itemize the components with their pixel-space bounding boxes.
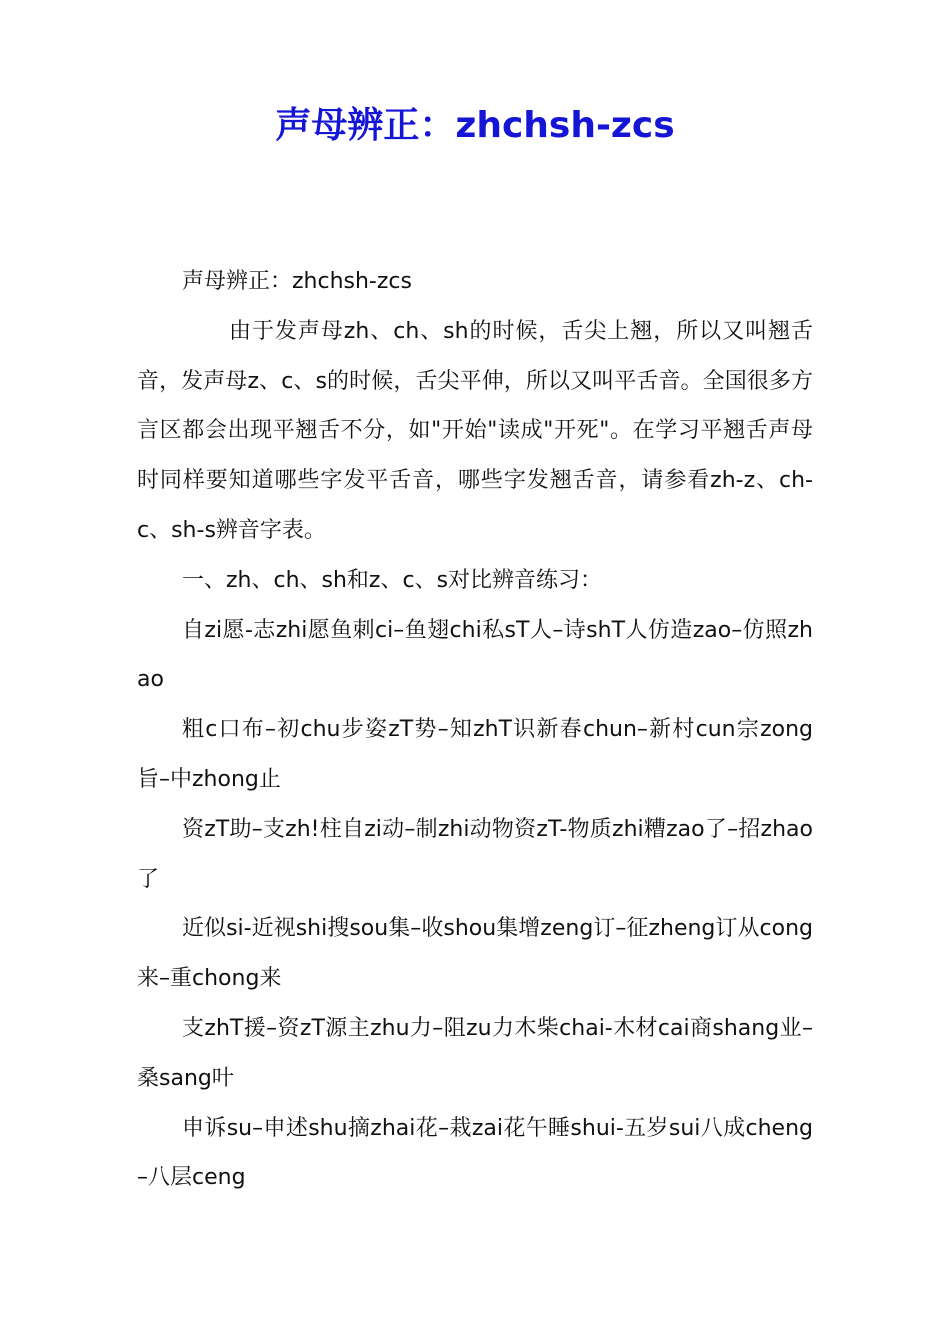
practice-paragraph: 支zhT援–资zT源主zhu力–阻zu力木柴chai-木材cai商shang业–桑sang叶	[137, 1015, 813, 1091]
document-title: 声母辨正：zhchsh-zcs	[275, 105, 675, 146]
practice-paragraph: 近似si-近视shi搜sou集–收shou集增zeng订–征zheng订从cong来–重chong来	[137, 916, 813, 992]
intro-paragraph: 由于发声母zh、ch、sh的时候，舌尖上翘，所以又叫翘舌音，发声母z、c、s的时候，舌尖平伸，所以又叫平舌音。全国很多方言区都会出现平翘舌不分，如"开始"读成"开死"。在学习平翘舌声母时同样要知道哪些字发平舌音，哪些字发翘舌音，请参看zh-z、ch-c、sh-s辨音字表。	[137, 318, 813, 543]
practice-paragraph: 申诉su–申述shu摘zhai花–栽zai花午睡shui-五岁sui八成cheng–八层ceng	[137, 1115, 813, 1191]
document-body	[137, 257, 813, 1203]
practice-paragraph: 粗c口布–初chu步姿zT势–知zhT识新春chun–新村cun宗zong旨–中zhong止	[137, 717, 813, 792]
practice-paragraph: 资zT助–支zh!柱自zi动–制zhi动物资zT-物质zhi糟zao了–招zhao了	[137, 816, 813, 892]
practice-paragraph: 自zi愿-志zhi愿鱼刺ci–鱼翅chi私sT人–诗shT人仿造zao–仿照zhao	[137, 617, 813, 693]
subtitle-paragraph: 声母辨正：zhchsh-zcs	[182, 269, 412, 294]
section-heading: 一、zh、ch、sh和z、c、s对比辨音练习：	[182, 567, 603, 593]
